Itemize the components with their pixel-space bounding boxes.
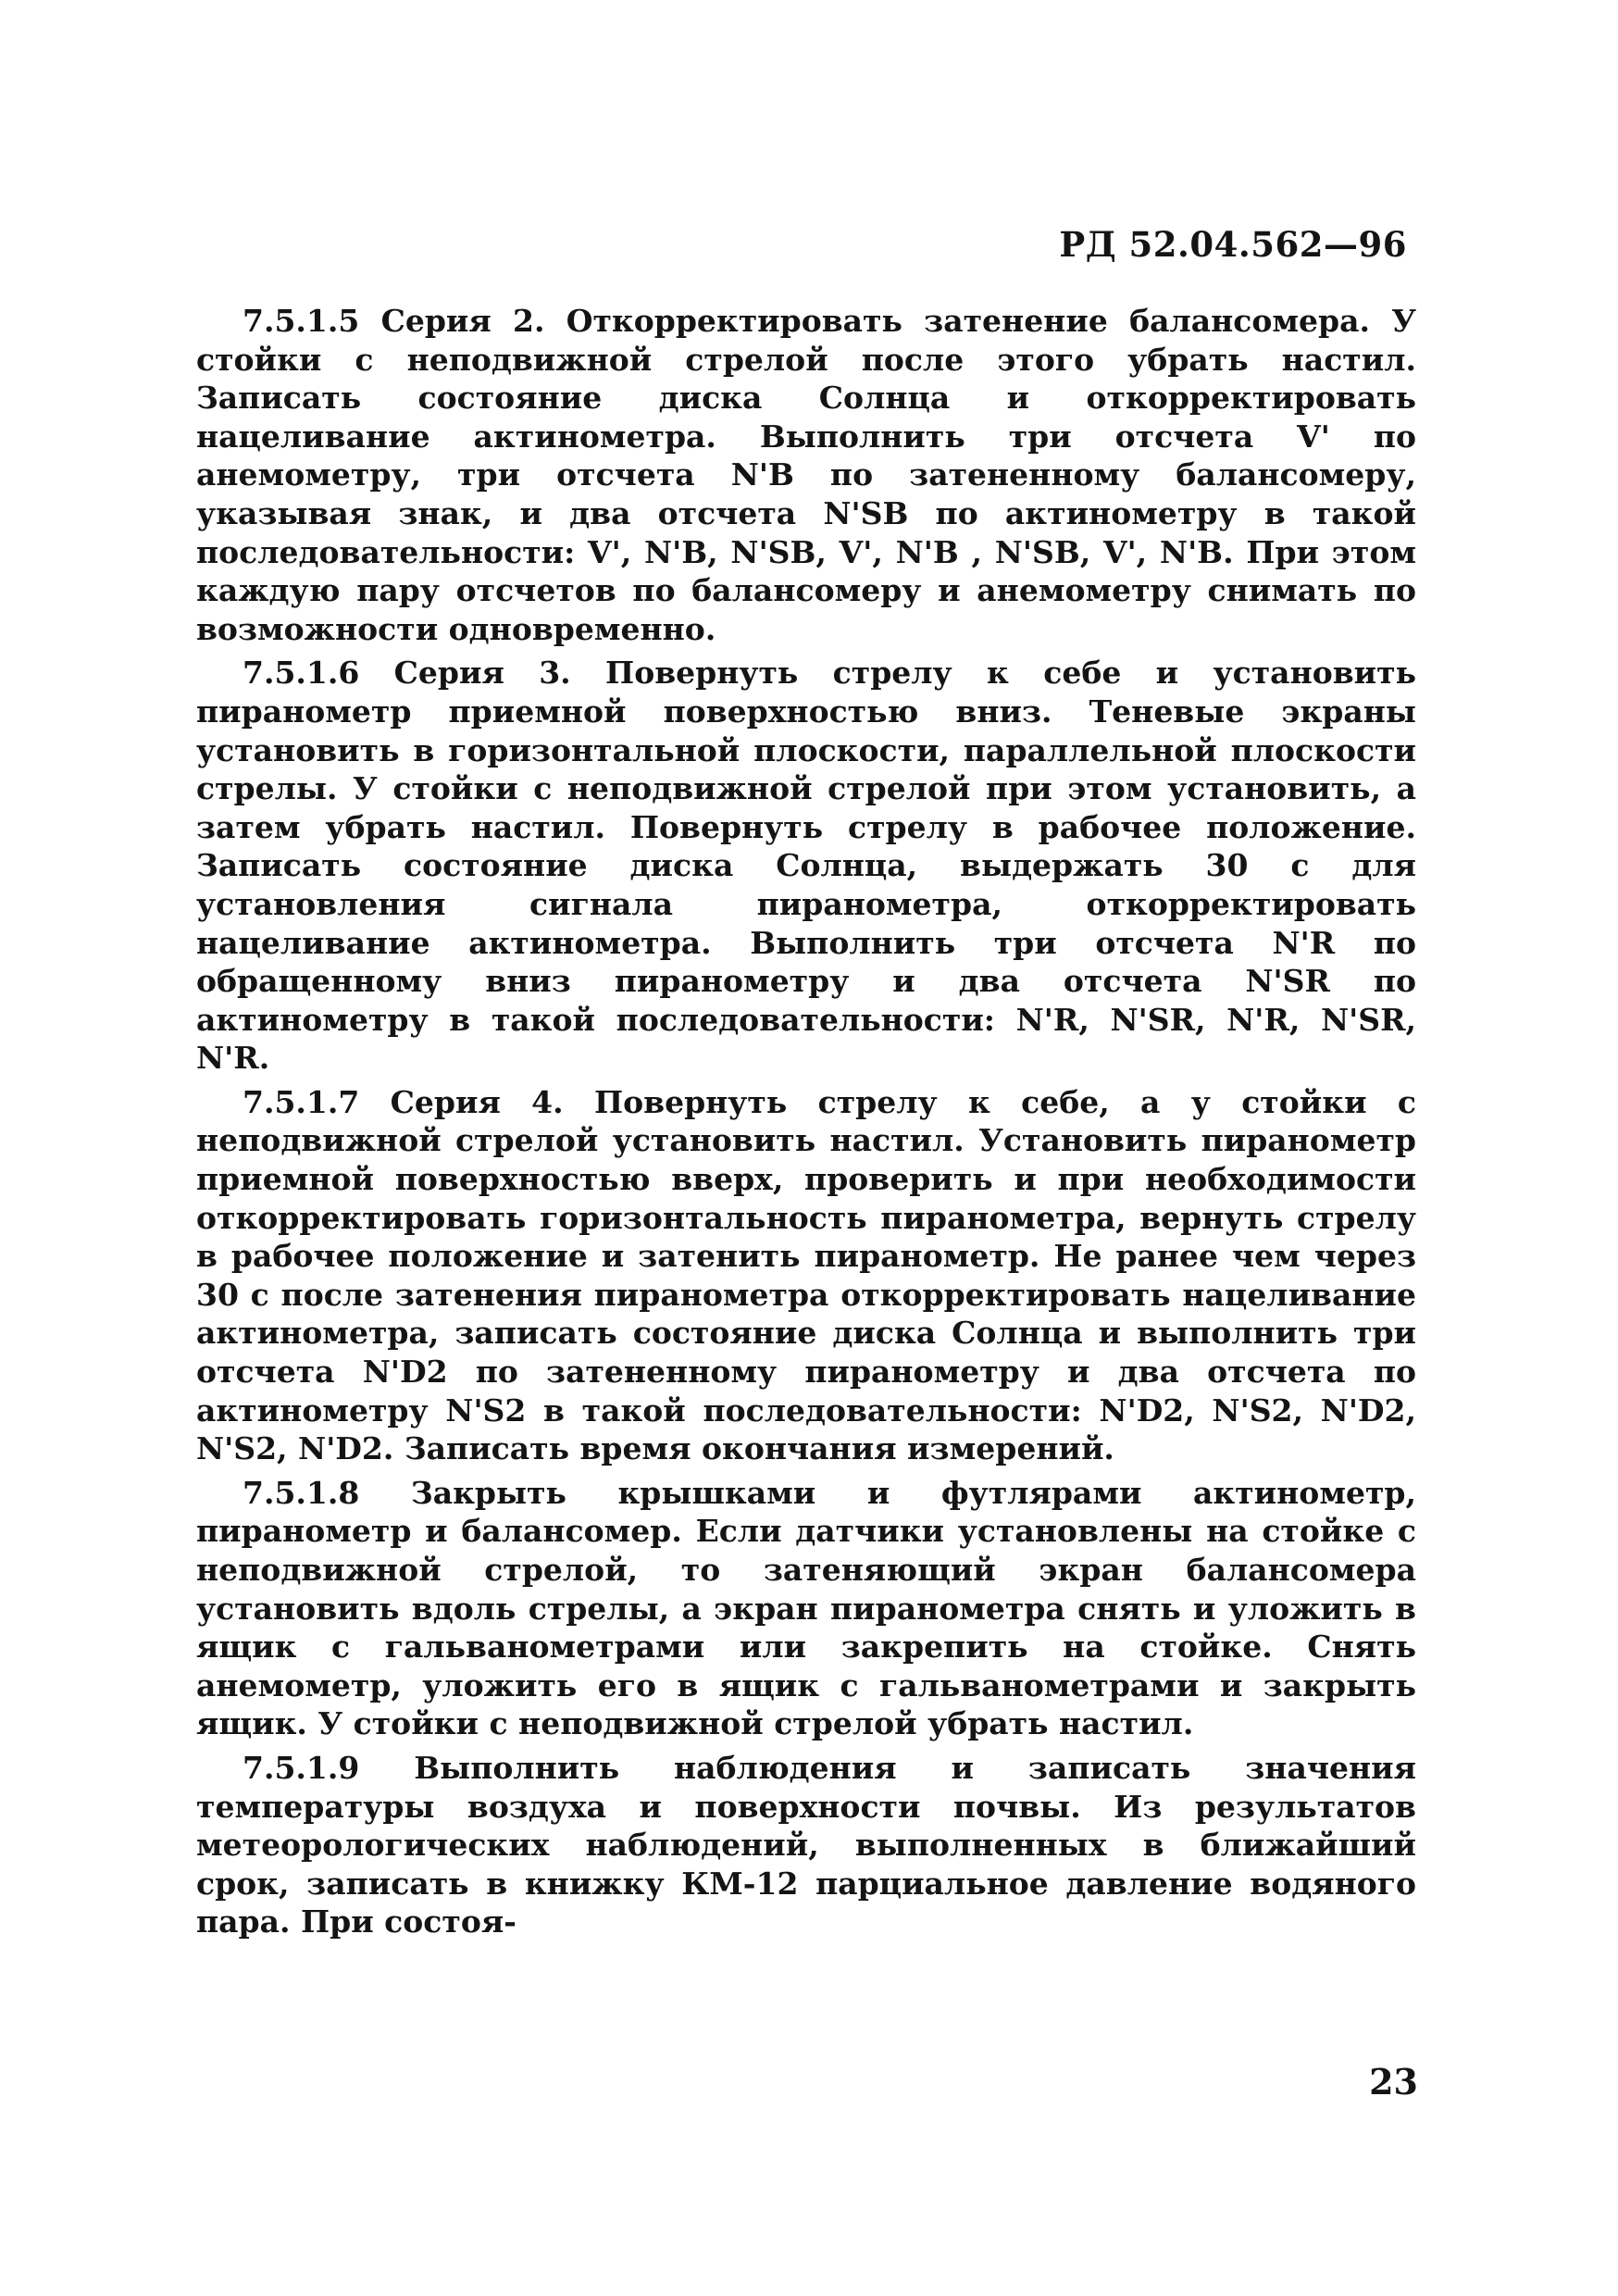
paragraph-7-5-1-7 [196,1083,1416,1468]
paragraph-text: Серия 4. Повернуть стрелу к себе, а у стойки с неподвижной стрелой установить настил. Установить пиранометр приемной поверхностью вверх, проверить и при необходимости откорректировать горизонтальность пиранометра, вернуть стрелу в рабочее положение и затенить пиранометр. Не ранее чем через 30 с после затенения пиранометра откорректировать нацеливание актинометра, записать состояние диска Солнца и выполнить три отсчета N'D2 по затененному пиранометру и два отсчета по актинометру N'S2 в такой последовательности: N'D2, N'S2, N'D2, N'S2, N'D2. Записать время окончания измерений. [196,1083,1416,1467]
document-code: РД 52.04.562—96 [1059,224,1407,265]
page-number: 23 [1369,2061,1418,2103]
paragraph-7-5-1-8 [196,1474,1416,1743]
paragraph-text: Серия 2. Откорректировать затенение балансомера. У стойки с неподвижной стрелой после этого убрать настил. Записать состояние диска Солнца и откорректировать нацеливание актинометра. Выполнить три отсчета V' по анемометру, три отсчета N'B по затененному балансомеру, указывая знак, и два отсчета N'SB по актинометру в такой последовательности: V', N'B, N'SB, V', N'B , N'SB, V', N'B. При этом каждую пару отсчетов по балансомеру и анемометру снимать по возможности одновременно. [196,303,1417,647]
body-text [196,302,1416,1947]
paragraph-number: 7.5.1.7 [243,1083,360,1120]
paragraph-text: Серия 3. Повернуть стрелу к себе и установить пиранометр приемной поверхностью вниз. Теневые экраны установить в горизонтальной плоскости, параллельной плоскости стрелы. У стойки с неподвижной стрелой при этом установить, а затем убрать настил. Повернуть стрелу в рабочее положение. Записать состояние диска Солнца, выдержать 30 с для установления сигнала пиранометра, откорректировать нацеливание актинометра. Выполнить три отсчета N'R по обращенному вниз пиранометру и два отсчета N'SR по актинометру в такой последовательности: N'R, N'SR, N'R, N'SR, N'R. [196,655,1416,1077]
paragraph-number: 7.5.1.8 [243,1474,360,1511]
paragraph-number: 7.5.1.5 [243,303,360,339]
paragraph-7-5-1-5 [196,302,1416,648]
paragraph-text: Выполнить наблюдения и записать значения температуры воздуха и поверхности почвы. Из результатов метеорологических наблюдений, выполненных в ближайший срок, записать в книжку КМ-12 парциальное давление водяного пара. При состоя- [196,1749,1416,1940]
paragraph-text: Закрыть крышками и футлярами актинометр, пиранометр и балансомер. Если датчики установлены на стойке с неподвижной стрелой, то затеняющий экран балансомера установить вдоль стрелы, а экран пиранометра снять и уложить в ящик с гальванометрами или закрепить на стойке. Снять анемометр, уложить его в ящик с гальванометрами и закрыть ящик. У стойки с неподвижной стрелой убрать настил. [196,1474,1416,1742]
paragraph-number: 7.5.1.6 [243,655,360,692]
paragraph-7-5-1-9 [196,1749,1416,1941]
paragraph-number: 7.5.1.9 [243,1749,360,1786]
paragraph-7-5-1-6 [196,654,1416,1078]
